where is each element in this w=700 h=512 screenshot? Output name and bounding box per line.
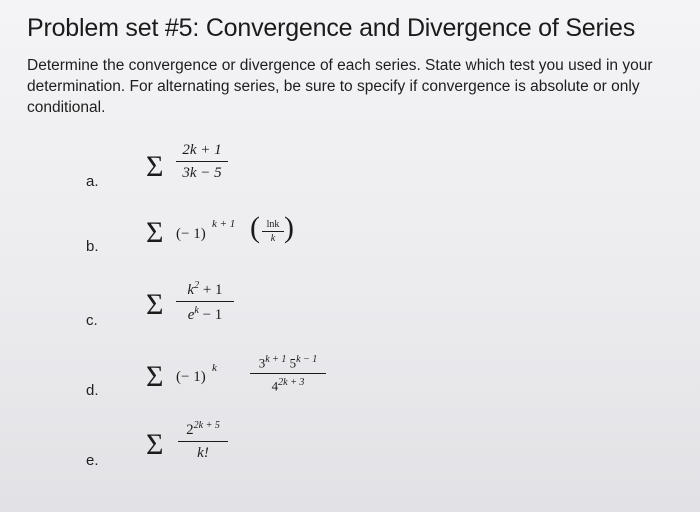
denominator: k!	[197, 445, 209, 461]
fraction	[250, 354, 326, 395]
numerator	[176, 280, 234, 301]
numerator-base: k	[187, 282, 195, 298]
problem-e	[0, 420, 700, 490]
problem-label: a.	[86, 173, 99, 190]
denominator-rest: − 1	[198, 307, 223, 323]
denominator	[250, 374, 326, 394]
denominator	[176, 302, 234, 324]
numerator-a: 3	[258, 355, 266, 371]
inner-denominator: k	[270, 233, 276, 244]
problem-a	[0, 140, 700, 210]
sigma-symbol: Σ	[146, 216, 164, 249]
denominator-base: e	[187, 307, 195, 323]
sigma-symbol: Σ	[146, 288, 164, 321]
page-title: Problem set #5: Convergence and Divergence of Series	[27, 14, 635, 42]
sigma-symbol: Σ	[146, 428, 164, 461]
numerator-exponent: 2	[194, 280, 200, 291]
alternating-factor: (− 1)	[176, 226, 206, 242]
inner-fraction	[262, 219, 284, 244]
fraction-bar	[262, 231, 284, 232]
numerator: 2k + 1	[182, 142, 222, 158]
problem-label: e.	[86, 452, 99, 469]
problem-b	[0, 212, 700, 282]
inner-numerator: lnk	[266, 219, 280, 230]
fraction	[176, 142, 228, 182]
problem-c	[0, 278, 700, 348]
numerator-a-exponent: k + 1	[265, 354, 287, 365]
close-paren: )	[284, 211, 294, 244]
sigma-symbol: Σ	[146, 360, 164, 393]
numerator-b: 5	[289, 355, 297, 371]
denominator-exponent: 2k + 3	[278, 377, 305, 389]
problem-label: b.	[86, 238, 99, 255]
numerator-base: 2	[186, 422, 194, 438]
fraction	[178, 420, 228, 462]
numerator-b-exponent: k − 1	[296, 354, 318, 365]
alternating-factor: (− 1)	[176, 369, 206, 385]
problem-label: d.	[86, 382, 99, 399]
sigma-symbol: Σ	[146, 150, 164, 183]
numerator-rest: + 1	[199, 282, 223, 298]
denominator: 3k − 5	[182, 165, 222, 181]
exponent: k	[212, 362, 217, 374]
open-paren: (	[250, 211, 260, 244]
instructions-text: Determine the convergence or divergence of each series. State which test you used in your determination. For alternating series, be sure to specify if convergence is absolute or only conditional.	[27, 57, 653, 116]
problem-label: c.	[86, 312, 98, 329]
denominator-base: 4	[271, 378, 279, 394]
numerator	[250, 354, 326, 373]
problem-d	[0, 350, 700, 420]
numerator-exponent: 2k + 5	[193, 420, 220, 431]
numerator	[178, 420, 228, 441]
fraction	[176, 280, 234, 324]
denominator-exponent: k	[194, 305, 199, 316]
exponent: k + 1	[212, 218, 236, 230]
